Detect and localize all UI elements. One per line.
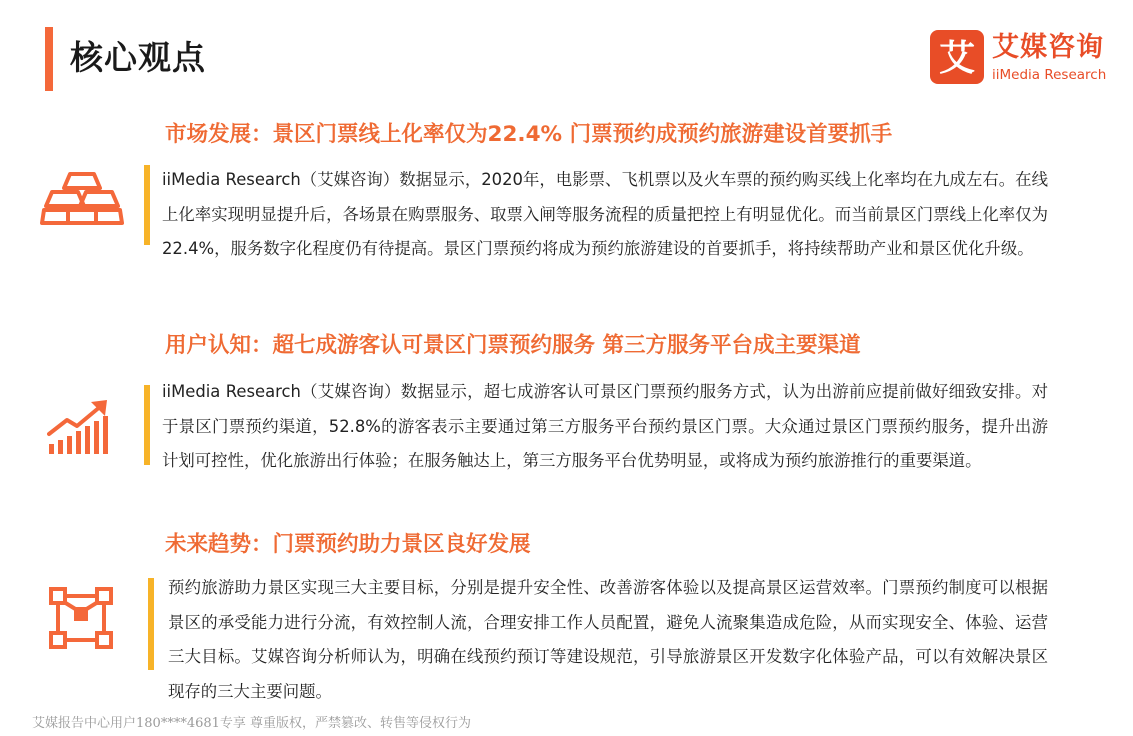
section-body-market: iiMedia Research（艾媒咨询）数据显示，2020年，电影票、飞机票以及火车票的预约购买线上化率均在九成左右。在线上化率实现明显提升后，各场景在购票服务、取票入闸等服务流程的质量把控上有明显优化。而当前景区门票线上化率仅为22.4%，服务数字化程度仍有待提高。景区门票预约将成为预约旅游建设的首要抓手，将持续帮助产业和景区优化升级。 (162, 170, 1048, 259)
section-accent-bar (144, 165, 150, 245)
page-title: 核心观点 (70, 38, 206, 77)
brand-name-cn: 艾媒咨询 (992, 32, 1104, 63)
gold-bars-icon (40, 170, 124, 226)
section-body-trend: 预约旅游助力景区实现三大主要目标，分别是提升安全性、改善游客体验以及提高景区运营效率。门票预约制度可以根据景区的承受能力进行分流，有效控制人流，合理安排工作人员配置，避免人流聚集造成危险，从而实现安全、体验、运营三大目标。艾媒咨询分析师认为，明确在线预约预订等建设规范，引导旅游景区开发数字化体验产品，可以有效解决景区现存的三大主要问题。 (168, 578, 1048, 701)
svg-text:艾: 艾 (938, 38, 976, 79)
section-heading-market: 市场发展：景区门票线上化率仅为22.4% 门票预约成预约旅游建设首要抓手 (165, 122, 893, 147)
brand-name-en: iiMedia Research (992, 67, 1107, 83)
section-heading-trend: 未来趋势：门票预约助力景区良好发展 (165, 532, 531, 557)
section-heading-user: 用户认知：超七成游客认可景区门票预约服务 第三方服务平台成主要渠道 (165, 333, 861, 358)
growth-chart-icon (47, 398, 113, 456)
brand-logo (930, 30, 1120, 88)
section-accent-bar (148, 578, 154, 670)
section-accent-bar (144, 385, 150, 465)
section-body-user: iiMedia Research（艾媒咨询）数据显示，超七成游客认可景区门票预约服务方式，认为出游前应提前做好细致安排。对于景区门票预约渠道，52.8%的游客表示主要通过第三方服务平台预约景区门票。大众通过景区门票预约服务，提升出游计划可控性，优化旅游出行体验；在服务触达上，第三方服务平台优势明显，或将成为预约旅游推行的重要渠道。 (162, 382, 1048, 471)
network-nodes-icon (49, 587, 113, 649)
copyright-watermark: 艾媒报告中心用户180****4681专享 尊重版权，严禁篡改、转售等侵权行为 (32, 716, 472, 731)
title-accent-bar (45, 27, 53, 91)
brand-logo-icon (930, 30, 984, 84)
